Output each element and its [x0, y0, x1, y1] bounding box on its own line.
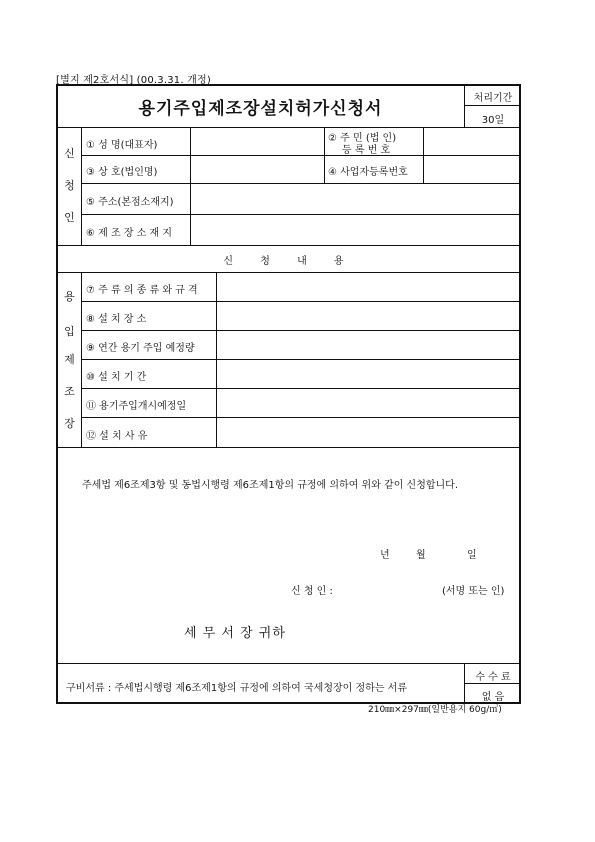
business-reg-no-label: ④ 사업자등록번호	[328, 167, 408, 178]
liquor-type-field[interactable]	[217, 273, 521, 301]
date-month: 월	[416, 550, 426, 561]
factory-side-label-2: 입	[64, 325, 75, 338]
date-day: 일	[467, 550, 477, 561]
applicant-side-label-1: 신	[64, 147, 75, 160]
address-field[interactable]	[191, 184, 521, 214]
processing-period-label: 처리기간	[473, 93, 513, 104]
form-number: [별지 제2호서식] (00.3.31. 개정)	[56, 75, 211, 86]
factory-side-label-1: 용	[64, 290, 75, 303]
applicant-side-label-3: 인	[64, 211, 75, 224]
start-date-label: ⑪ 용기주입개시예정일	[86, 401, 187, 412]
install-place-label: ⑧ 설 치 장 소	[86, 314, 147, 325]
form-title: 용기주입제조장설치허가신청서	[138, 99, 383, 119]
start-date-field[interactable]	[217, 389, 521, 417]
factory-side-label-3: 제	[64, 353, 75, 366]
fee-label: 수 수 료	[475, 672, 511, 683]
business-reg-no-field[interactable]	[424, 156, 521, 183]
install-period-label: ⑩ 설 치 기 간	[86, 372, 147, 383]
request-header: 신 청 내 용	[223, 256, 356, 267]
required-documents: 구비서류 : 주세법시행령 제6조제1항의 규정에 의하여 국세청장이 정하는 서류	[66, 683, 407, 694]
fee-value: 없 음	[481, 692, 505, 703]
resident-no-field[interactable]	[424, 128, 521, 155]
annual-volume-label: ⑨ 연간 용기 주입 예정량	[86, 343, 195, 354]
install-place-field[interactable]	[217, 302, 521, 330]
factory-location-label: ⑥ 제 조 장 소 재 지	[86, 228, 172, 239]
install-reason-label: ⑫ 설 치 사 유	[86, 431, 148, 442]
applicant-sign-label: 신 청 인 :	[291, 586, 333, 597]
processing-period-value: 30일	[481, 115, 505, 126]
paper-spec: 210㎜×297㎜(일반용지 60g/㎡)	[368, 705, 502, 715]
addressee: 세 무 서 장 귀하	[184, 626, 286, 641]
resident-no-label-line1: ② 주 민 (법 인)	[328, 133, 397, 144]
applicant-side-label-2: 청	[64, 179, 75, 192]
name-label: ① 성 명(대표자)	[86, 140, 158, 151]
sign-note: (서명 또는 인)	[442, 586, 505, 597]
liquor-type-label: ⑦ 주 류 의 종 류 와 규 격	[86, 285, 198, 296]
factory-side-label-5: 장	[64, 417, 75, 430]
name-field[interactable]	[191, 128, 323, 155]
factory-side-label-4: 조	[64, 385, 75, 398]
trade-name-field[interactable]	[191, 156, 323, 183]
annual-volume-field[interactable]	[217, 331, 521, 359]
resident-no-label-line2: 등 록 번 호	[342, 145, 391, 156]
address-label: ⑤ 주소(본점소재지)	[86, 197, 174, 208]
application-form	[56, 84, 521, 704]
trade-name-label: ③ 상 호(법인명)	[86, 167, 158, 178]
date-year: 년	[380, 550, 390, 561]
install-period-field[interactable]	[217, 360, 521, 388]
install-reason-field[interactable]	[217, 418, 521, 447]
statement-text: 주세법 제6조제3항 및 동법시행령 제6조제1항의 규정에 의하여 위와 같이 신청합니다.	[82, 480, 459, 491]
factory-location-field[interactable]	[191, 215, 521, 245]
